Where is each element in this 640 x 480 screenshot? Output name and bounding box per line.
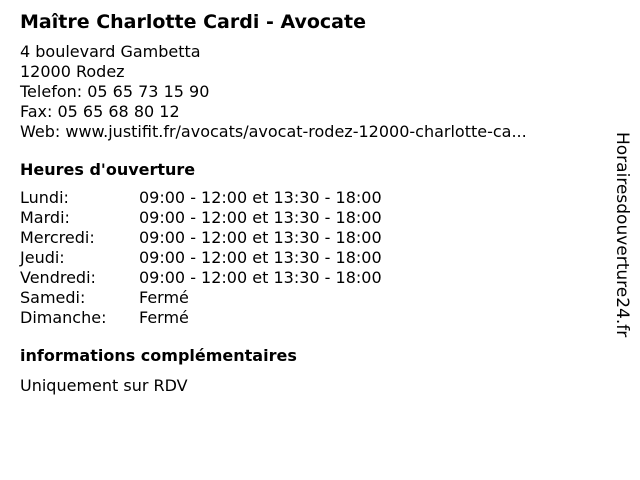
hours-day: Jeudi:	[20, 248, 65, 267]
hours-time: 09:00 - 12:00 et 13:30 - 18:00	[139, 228, 382, 247]
business-card	[20, 9, 600, 396]
hours-row	[20, 288, 600, 308]
business-title: Maître Charlotte Cardi - Avocate	[20, 11, 366, 33]
hours-day: Mercredi:	[20, 228, 95, 247]
hours-day: Mardi:	[20, 208, 70, 227]
hours-time: Fermé	[139, 288, 189, 307]
hours-row	[20, 228, 600, 248]
fax-number: Fax: 05 65 68 80 12	[20, 102, 180, 121]
brand-site-name: Horairesdouverture24.fr	[612, 132, 632, 338]
hours-day: Samedi:	[20, 288, 86, 307]
hours-day: Dimanche:	[20, 308, 107, 327]
hours-heading: Heures d'ouverture	[20, 160, 196, 179]
hours-row	[20, 268, 600, 288]
hours-time: 09:00 - 12:00 et 13:30 - 18:00	[139, 248, 382, 267]
hours-row	[20, 208, 600, 228]
hours-row	[20, 308, 600, 328]
hours-table	[20, 188, 600, 328]
city-address: 12000 Rodez	[20, 62, 125, 81]
phone-number: Telefon: 05 65 73 15 90	[20, 82, 210, 101]
brand-watermark	[612, 132, 636, 342]
hours-day: Vendredi:	[20, 268, 96, 287]
hours-row	[20, 248, 600, 268]
contact-block	[20, 42, 600, 142]
street-address: 4 boulevard Gambetta	[20, 42, 201, 61]
info-heading: informations complémentaires	[20, 346, 297, 365]
hours-time: Fermé	[139, 308, 189, 327]
info-text: Uniquement sur RDV	[20, 376, 188, 395]
hours-day: Lundi:	[20, 188, 69, 207]
hours-time: 09:00 - 12:00 et 13:30 - 18:00	[139, 188, 382, 207]
hours-row	[20, 188, 600, 208]
website: Web: www.justifit.fr/avocats/avocat-rodez-12000-charlotte-ca...	[20, 122, 527, 141]
hours-time: 09:00 - 12:00 et 13:30 - 18:00	[139, 208, 382, 227]
hours-time: 09:00 - 12:00 et 13:30 - 18:00	[139, 268, 382, 287]
